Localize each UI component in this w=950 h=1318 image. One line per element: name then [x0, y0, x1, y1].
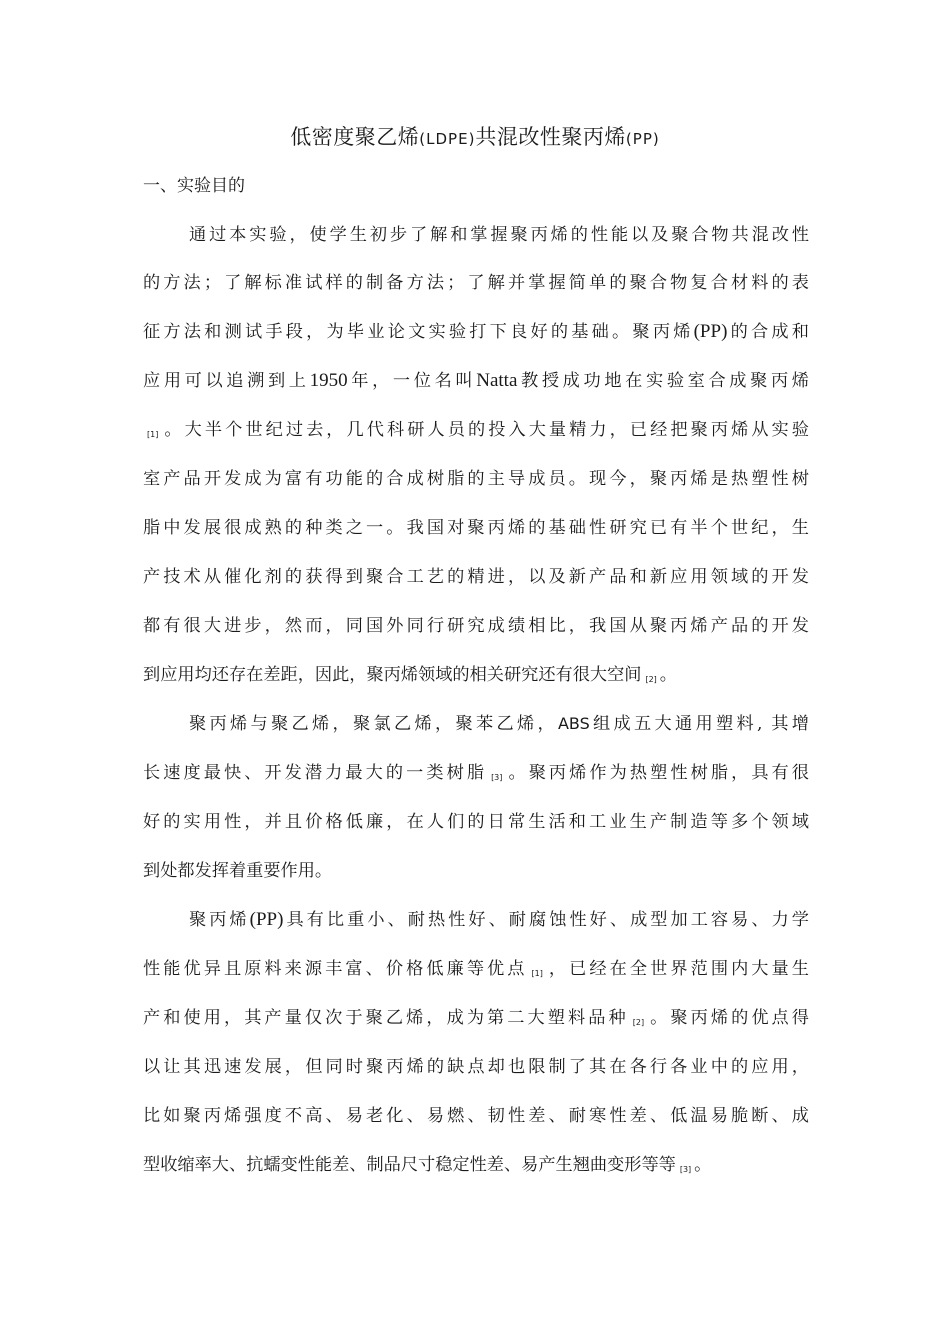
text-run: 征方法和测试手段，为毕业论文实验打下良好的基础。聚丙烯 [143, 322, 694, 342]
paragraph-line: 到处都发挥着重要作用。 [143, 861, 333, 881]
text-run: 产和使用，其产量仅次于聚乙烯，成为第二大塑料品种 [143, 1008, 629, 1028]
paragraph-line [143, 758, 809, 793]
paragraph-line [189, 709, 809, 739]
citation-ref: [1] [531, 969, 543, 978]
text-run: 具有比重小、耐热性好、耐腐蚀性好、成型加工容易、力学 [283, 910, 809, 930]
paragraph-line [143, 317, 809, 347]
paragraph-line: 以让其迅速发展，但同时聚丙烯的缺点却也限制了其在各行各业中的应用， [143, 1057, 809, 1077]
document-title [0, 120, 950, 156]
title-abbr-b: (PP) [625, 130, 660, 148]
citation-ref: [2] [632, 1018, 645, 1027]
text-run: 性能优异且原料来源丰富、价格低廉等优点 [143, 959, 528, 979]
text-run: Natta [476, 370, 518, 391]
paragraph-line: 脂中发展很成熟的种类之一。我国对聚丙烯的基础性研究已有半个世纪，生 [143, 518, 809, 538]
paragraph-line [143, 1003, 809, 1038]
paragraph-line: 比如聚丙烯强度不高、易老化、易燃、韧性差、耐寒性差、低温易脆断、成 [143, 1106, 809, 1126]
text-run: 。聚丙烯的优点得 [647, 1008, 809, 1028]
paragraph-line [143, 954, 809, 989]
text-run: 教授成功地在实验室合成聚丙烯 [517, 371, 809, 391]
paragraph-line [143, 1150, 809, 1185]
paragraph-line [143, 415, 809, 450]
text-run: 聚丙烯 [189, 910, 250, 930]
text-run: 1950 [309, 370, 348, 391]
text-run: ABS [557, 714, 590, 733]
text-run: (PP) [249, 909, 284, 930]
text-run: (PP) [693, 321, 728, 342]
text-run: , 其增 [757, 714, 809, 734]
citation-ref: [1] [147, 430, 159, 439]
text-run: 。 [659, 665, 677, 685]
paragraph-line: 室产品开发成为富有功能的合成树脂的主导成员。现今，聚丙烯是热塑性树 [143, 469, 809, 489]
title-main-a: 低密度聚乙烯 [290, 125, 420, 149]
paragraph-line: 都有很大进步，然而，同国外同行研究成绩相比，我国从聚丙烯产品的开发 [143, 616, 809, 636]
text-run: 长速度最快、开发潜力最大的一类树脂 [143, 763, 488, 783]
citation-ref: [3] [491, 773, 503, 782]
title-main-b: 共混改性聚丙烯 [475, 125, 626, 149]
text-run: 到应用均还存在差距，因此，聚丙烯领域的相关研究还有很大空间 [143, 665, 642, 685]
text-run: 。 [694, 1155, 712, 1175]
paragraph-line: 产技术从催化剂的获得到聚合工艺的精进，以及新产品和新应用领域的开发 [143, 567, 809, 587]
text-run: 年，一位名叫 [347, 371, 477, 391]
text-run: 组成五大通用塑料 [589, 714, 758, 734]
paragraph-line: 的方法；了解标准试样的制备方法；了解并掌握简单的聚合物复合材料的表 [143, 273, 809, 293]
paragraph-line: 好的实用性，并且价格低廉，在人们的日常生活和工业生产制造等多个领域 [143, 812, 809, 832]
text-run: 聚丙烯与聚乙烯，聚氯乙烯，聚苯乙烯， [189, 714, 558, 734]
text-run: 型收缩率大、抗蠕变性能差、制品尺寸稳定性差、易产生翘曲变形等等 [143, 1155, 676, 1175]
section-heading: 一、实验目的 [143, 176, 245, 196]
text-run: 的合成和 [727, 322, 809, 342]
paragraph-line: 通过本实验，使学生初步了解和掌握聚丙烯的性能以及聚合物共混改性 [189, 225, 809, 245]
citation-ref: [3] [679, 1165, 692, 1174]
text-run: 。聚丙烯作为热塑性树脂，具有很 [505, 763, 809, 783]
paragraph-line [143, 366, 809, 396]
text-run: ，已经在全世界范围内大量生 [545, 959, 809, 979]
paragraph-line [143, 660, 809, 695]
paragraph-line [189, 905, 809, 935]
text-run: 。大半个世纪过去，几代科研人员的投入大量精力，已经把聚丙烯从实验 [161, 420, 809, 440]
title-abbr-a: (LDPE) [419, 130, 476, 148]
citation-ref: [2] [645, 675, 657, 684]
text-run: 应用可以追溯到上 [143, 371, 310, 391]
